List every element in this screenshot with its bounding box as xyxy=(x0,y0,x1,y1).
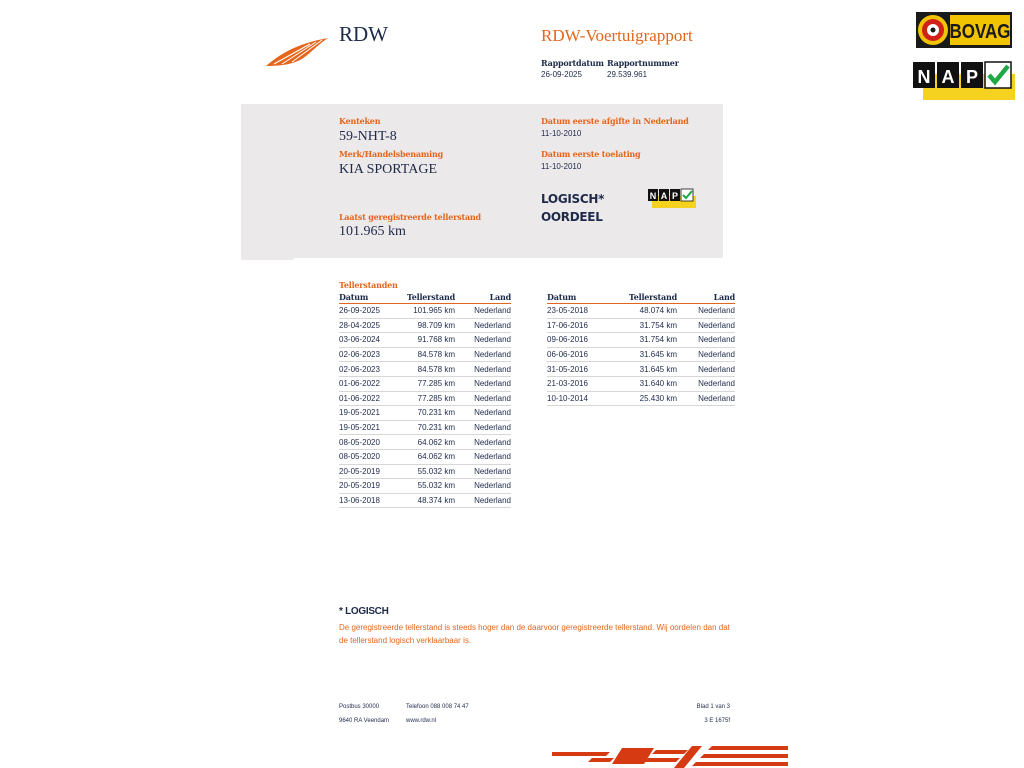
cell-datum: 01-06-2022 xyxy=(339,376,403,391)
vehicle-panel xyxy=(241,104,723,258)
nap-badge-letter-p: P xyxy=(671,191,679,201)
cell-tellerstand: 91.768 km xyxy=(403,333,455,348)
merk-label: Merk/Handelsbenaming xyxy=(339,149,444,159)
table-row xyxy=(339,304,511,319)
address-web: www.rdw.nl xyxy=(406,718,437,724)
table-row xyxy=(547,333,735,348)
afgifte-label: Datum eerste afgifte in Nederland xyxy=(541,116,689,126)
cell-land: Nederland xyxy=(677,362,735,377)
cell-land: Nederland xyxy=(455,493,511,508)
panel-corner xyxy=(241,246,303,260)
nap-letter-a: A xyxy=(941,67,955,87)
cell-datum: 13-06-2018 xyxy=(339,493,403,508)
cell-tellerstand: 64.062 km xyxy=(403,435,455,450)
table-row xyxy=(339,406,511,421)
cell-datum: 20-05-2019 xyxy=(339,479,403,494)
cell-tellerstand: 31.645 km xyxy=(611,347,677,362)
table-row xyxy=(339,376,511,391)
nap-badge-letter-n: N xyxy=(649,191,657,201)
address-telefoon: Telefoon 088 008 74 47 xyxy=(406,704,469,710)
nap-logo-icon xyxy=(913,60,1015,100)
cell-land: Nederland xyxy=(455,304,511,319)
address-plaats: 9640 RA Veendam xyxy=(339,718,390,724)
nap-badge-letter-a: A xyxy=(660,191,668,201)
oordeel-line2: OORDEEL xyxy=(541,210,603,224)
table-row xyxy=(339,464,511,479)
cell-tellerstand: 31.645 km xyxy=(611,362,677,377)
nap-letter-p: P xyxy=(965,67,979,87)
bovag-logo-icon xyxy=(916,12,1012,48)
tellerstanden-title: Tellerstanden xyxy=(339,280,398,290)
brand-name: RDW xyxy=(339,22,388,46)
table-row xyxy=(339,333,511,348)
cell-land: Nederland xyxy=(455,435,511,450)
cell-tellerstand: 25.430 km xyxy=(611,391,677,406)
cell-datum: 19-05-2021 xyxy=(339,420,403,435)
cell-tellerstand: 84.578 km xyxy=(403,347,455,362)
oordeel-text xyxy=(541,190,604,226)
cell-datum: 17-06-2016 xyxy=(547,318,611,333)
rdw-stripes-icon xyxy=(552,744,788,768)
table-row xyxy=(339,391,511,406)
cell-tellerstand: 48.374 km xyxy=(403,493,455,508)
footnote-text: De geregistreerde tellerstand is steeds hoger dan de daarvoor geregistreerde tellerstand. Wij oordelen dan dat de tellerstand logisch verklaarbaar is. xyxy=(339,623,730,645)
cell-datum: 08-05-2020 xyxy=(339,435,403,450)
merk-value: KIA SPORTAGE xyxy=(339,162,437,177)
kenteken-label: Kenteken xyxy=(339,116,381,126)
cell-datum: 21-03-2016 xyxy=(547,376,611,391)
nap-letter-n: N xyxy=(917,67,931,87)
cell-land: Nederland xyxy=(455,420,511,435)
cell-datum: 31-05-2016 xyxy=(547,362,611,377)
cell-land: Nederland xyxy=(677,333,735,348)
cell-datum: 28-04-2025 xyxy=(339,318,403,333)
cell-datum: 19-05-2021 xyxy=(339,406,403,421)
table-row xyxy=(339,347,511,362)
cell-datum: 09-06-2016 xyxy=(547,333,611,348)
rdw-logo-icon xyxy=(264,34,332,70)
table-row xyxy=(339,435,511,450)
col-tellerstand: Tellerstand xyxy=(403,292,455,304)
footnote-heading: * LOGISCH xyxy=(339,606,389,617)
cell-tellerstand: 64.062 km xyxy=(403,449,455,464)
col-tellerstand: Tellerstand xyxy=(611,292,677,304)
cell-land: Nederland xyxy=(455,376,511,391)
table-header-row xyxy=(547,292,735,304)
table-row xyxy=(547,347,735,362)
cell-land: Nederland xyxy=(677,347,735,362)
cell-tellerstand: 70.231 km xyxy=(403,420,455,435)
report-title: RDW-Voertuigrapport xyxy=(541,26,693,45)
col-land: Land xyxy=(677,292,735,304)
table-row xyxy=(339,362,511,377)
table-row xyxy=(339,479,511,494)
address-postbus: Postbus 30000 xyxy=(339,704,380,710)
cell-datum: 02-06-2023 xyxy=(339,362,403,377)
table-row xyxy=(547,376,735,391)
cell-land: Nederland xyxy=(455,347,511,362)
cell-tellerstand: 101.965 km xyxy=(403,304,455,319)
table-row xyxy=(339,318,511,333)
cell-datum: 03-06-2024 xyxy=(339,333,403,348)
cell-datum: 20-05-2019 xyxy=(339,464,403,479)
nap-badge-icon xyxy=(648,188,696,208)
cell-datum: 26-09-2025 xyxy=(339,304,403,319)
cell-datum: 01-06-2022 xyxy=(339,391,403,406)
cell-land: Nederland xyxy=(677,391,735,406)
rapportnummer-label: Rapportnummer xyxy=(607,58,679,68)
cell-tellerstand: 77.285 km xyxy=(403,376,455,391)
cell-land: Nederland xyxy=(455,318,511,333)
cell-tellerstand: 70.231 km xyxy=(403,406,455,421)
col-datum: Datum xyxy=(547,292,611,304)
table-row xyxy=(547,304,735,319)
cell-datum: 08-05-2020 xyxy=(339,449,403,464)
cell-land: Nederland xyxy=(677,304,735,319)
rapportdatum-label: Rapportdatum xyxy=(541,58,604,68)
table-row xyxy=(547,391,735,406)
cell-tellerstand: 77.285 km xyxy=(403,391,455,406)
tellerstand-value: 101.965 km xyxy=(339,224,406,239)
cell-tellerstand: 31.754 km xyxy=(611,318,677,333)
cell-tellerstand: 48.074 km xyxy=(611,304,677,319)
rapportnummer-value: 29.539.961 xyxy=(607,70,648,79)
afgifte-value: 11-10-2010 xyxy=(541,129,582,138)
cell-land: Nederland xyxy=(455,479,511,494)
cell-land: Nederland xyxy=(455,406,511,421)
page-number: Blad 1 van 3 xyxy=(696,704,730,710)
cell-land: Nederland xyxy=(455,362,511,377)
kenteken-value: 59-NHT-8 xyxy=(339,129,397,144)
tellerstanden-table-right xyxy=(547,292,735,406)
cell-datum: 23-05-2018 xyxy=(547,304,611,319)
bovag-text: BOVAG xyxy=(949,19,1011,43)
toelating-label: Datum eerste toelating xyxy=(541,149,641,159)
document-code: 3 E 1675f xyxy=(704,718,730,724)
col-datum: Datum xyxy=(339,292,403,304)
table-row xyxy=(547,362,735,377)
table-row xyxy=(547,318,735,333)
rapportdatum-value: 26-09-2025 xyxy=(541,70,582,79)
col-land: Land xyxy=(455,292,511,304)
cell-datum: 02-06-2023 xyxy=(339,347,403,362)
cell-tellerstand: 31.640 km xyxy=(611,376,677,391)
table-row xyxy=(339,493,511,508)
table-row xyxy=(339,420,511,435)
cell-land: Nederland xyxy=(677,376,735,391)
table-row xyxy=(339,449,511,464)
cell-tellerstand: 55.032 km xyxy=(403,479,455,494)
tellerstand-label: Laatst geregistreerde tellerstand xyxy=(339,212,481,222)
cell-land: Nederland xyxy=(455,391,511,406)
cell-tellerstand: 55.032 km xyxy=(403,464,455,479)
cell-tellerstand: 84.578 km xyxy=(403,362,455,377)
toelating-value: 11-10-2010 xyxy=(541,162,582,171)
oordeel-line1: LOGISCH* xyxy=(541,192,605,206)
table-header-row xyxy=(339,292,511,304)
cell-land: Nederland xyxy=(455,333,511,348)
cell-land: Nederland xyxy=(677,318,735,333)
cell-tellerstand: 31.754 km xyxy=(611,333,677,348)
cell-datum: 10-10-2014 xyxy=(547,391,611,406)
tellerstanden-table-left xyxy=(339,292,511,508)
cell-land: Nederland xyxy=(455,464,511,479)
cell-tellerstand: 98.709 km xyxy=(403,318,455,333)
cell-land: Nederland xyxy=(455,449,511,464)
cell-datum: 06-06-2016 xyxy=(547,347,611,362)
